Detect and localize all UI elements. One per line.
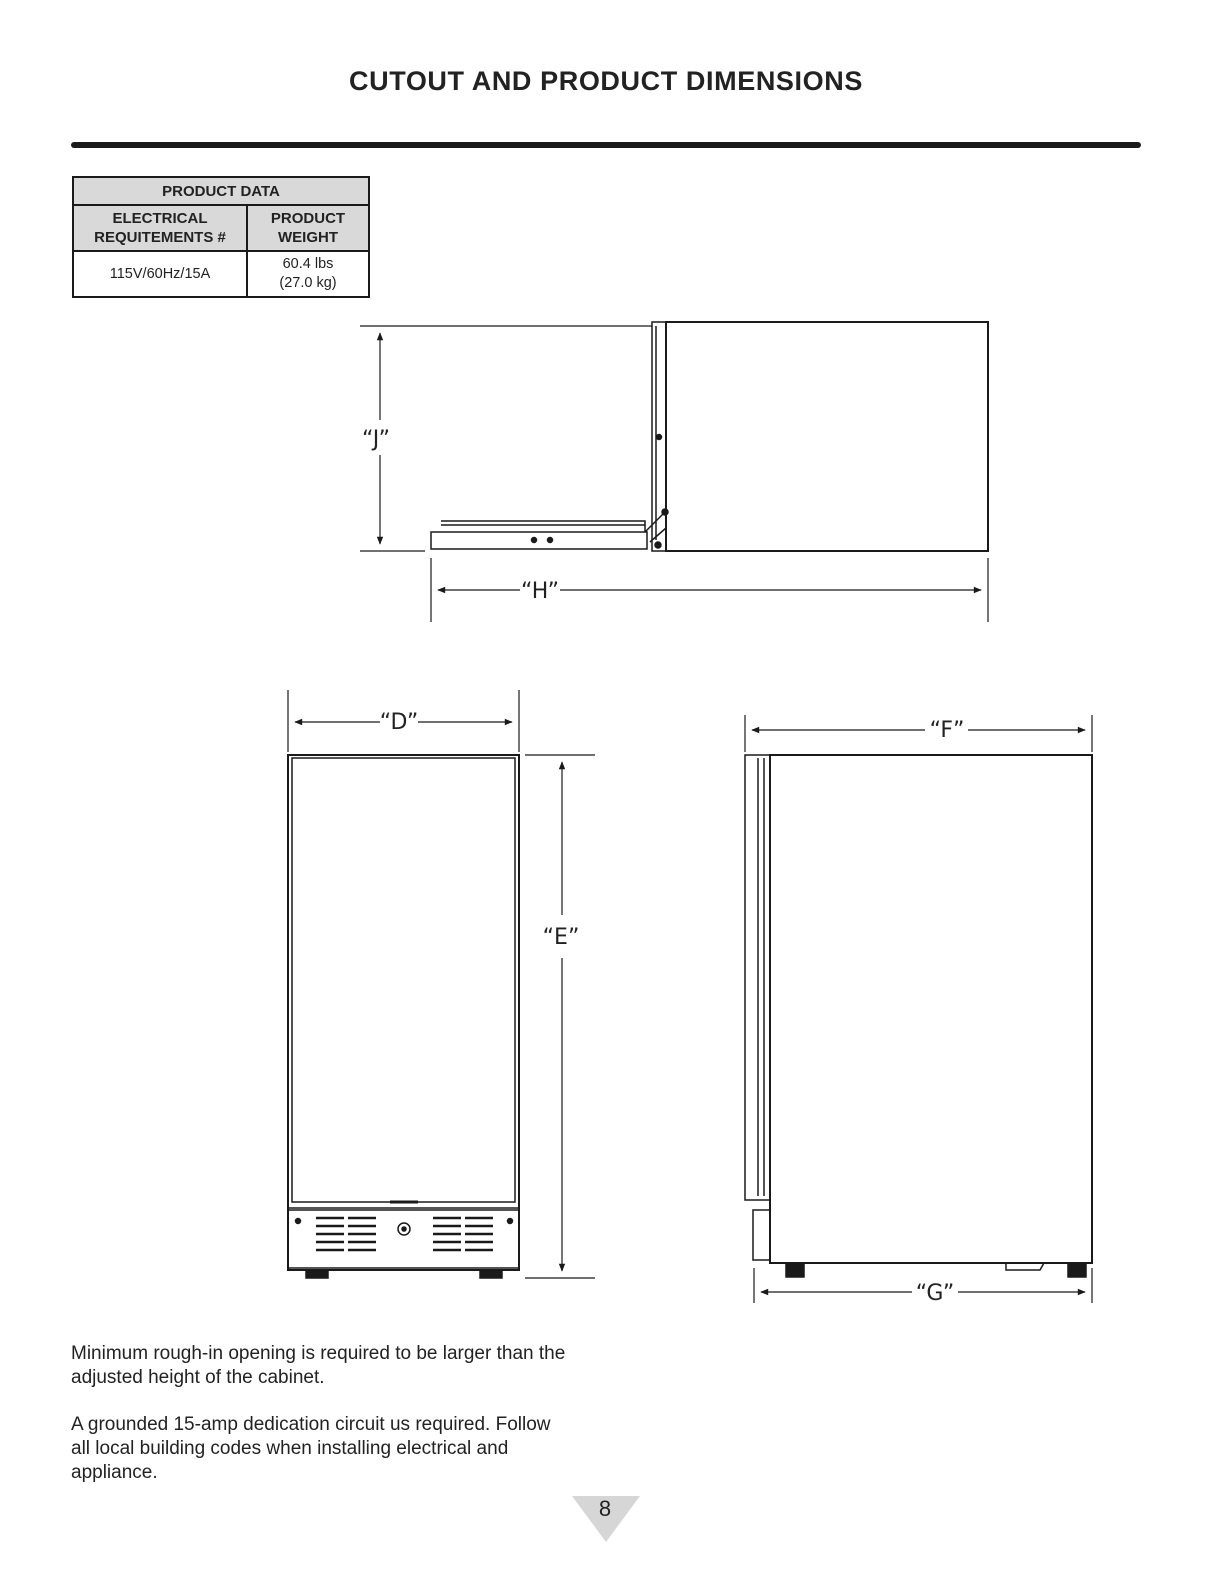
- weight-header-line2: WEIGHT: [278, 229, 338, 246]
- electrical-value: 115V/60Hz/15A: [73, 251, 247, 297]
- label-e: “E”: [542, 925, 580, 950]
- electrical-header-line2: REQUITEMENTS #: [94, 229, 226, 246]
- page-number-marker: [572, 1494, 644, 1544]
- cabinet-body-top-view: [666, 322, 988, 551]
- cabinet-side-body: [770, 755, 1092, 1263]
- note-rough-in-line2: adjusted height of the cabinet.: [71, 1367, 325, 1388]
- dimension-h: [431, 558, 988, 622]
- weight-header-line1: PRODUCT: [270, 210, 346, 227]
- dimension-e: [525, 755, 595, 1278]
- label-j: “J”: [362, 427, 390, 452]
- note-electrical: [71, 1413, 611, 1485]
- weight-lbs: 60.4 lbs: [282, 256, 334, 272]
- note-electrical-line3: appliance.: [71, 1462, 158, 1483]
- label-f: “F”: [929, 718, 965, 743]
- label-d: “D”: [379, 710, 419, 735]
- note-electrical-line2: all local building codes when installing electrical and: [71, 1438, 509, 1459]
- note-electrical-line1: A grounded 15-amp dedication circuit us required. Follow: [71, 1414, 551, 1435]
- table-title: PRODUCT DATA: [73, 177, 369, 205]
- label-h: “H”: [521, 579, 559, 604]
- weight-kg: (27.0 kg): [279, 275, 337, 291]
- left-vent-slots: [316, 1218, 376, 1250]
- dimension-f: [745, 715, 1092, 752]
- front-door: [292, 758, 515, 1202]
- note-rough-in: [71, 1342, 611, 1390]
- electrical-header-line1: ELECTRICAL: [112, 210, 208, 227]
- side-left-foot: [786, 1263, 804, 1277]
- cabinet-front-outline: [288, 755, 519, 1270]
- front-view: [288, 755, 519, 1278]
- front-right-foot: [480, 1270, 502, 1278]
- page-number: 8: [598, 1496, 612, 1521]
- side-kick-plate: [753, 1210, 770, 1260]
- side-right-foot: [1068, 1263, 1086, 1277]
- note-rough-in-line1: Minimum rough-in opening is required to be larger than the: [71, 1343, 566, 1364]
- door-shelf-rail: [431, 532, 647, 549]
- right-vent-slots: [433, 1218, 493, 1250]
- label-g: “G”: [915, 1281, 955, 1306]
- dimension-j: [360, 326, 652, 551]
- side-view: [745, 755, 1092, 1277]
- front-left-foot: [306, 1270, 328, 1278]
- page-title: CUTOUT AND PRODUCT DIMENSIONS: [349, 66, 863, 96]
- open-door-side-view: [431, 322, 988, 551]
